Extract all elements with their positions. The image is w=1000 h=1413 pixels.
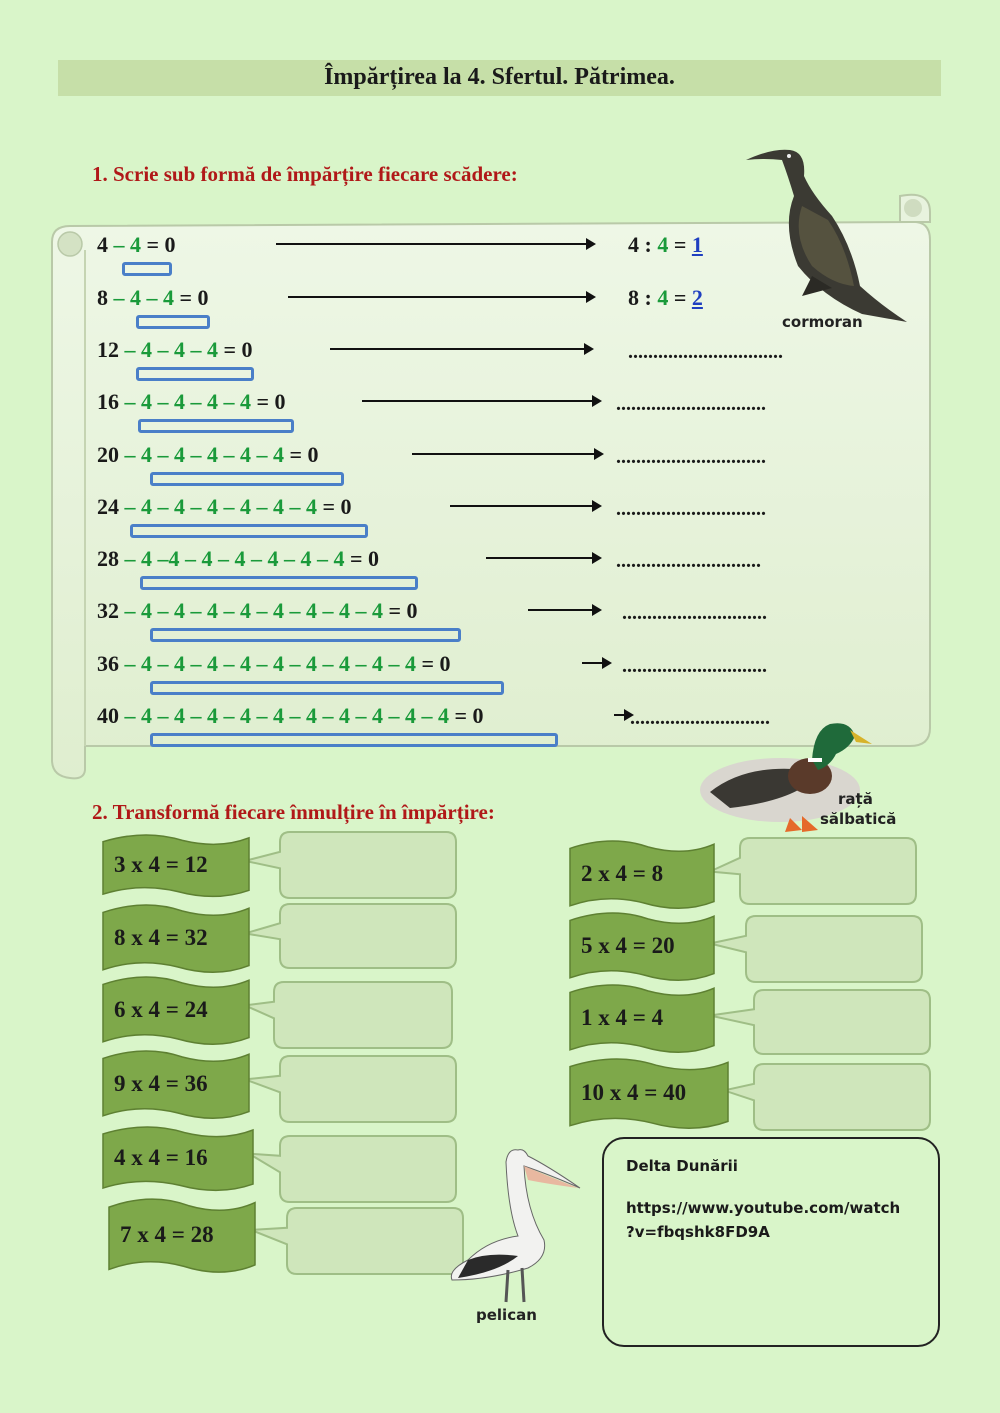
video-link-continued[interactable]: ?v=fbqshk8FD9A [626,1223,770,1241]
arrow [288,296,594,298]
page-title: Împărțirea la 4. Sfertul. Pătrimea. [58,60,941,96]
minuend: 8 [97,285,108,310]
answer-blank-3[interactable]: ............................... [628,341,783,363]
answer-bubble-left-1[interactable] [243,830,460,902]
group-bracket [140,576,418,590]
subtrahends: – 4 – 4 – 4 – 4 – 4 – 4 – 4 – 4 – 4 [119,651,416,676]
video-link[interactable]: https://www.youtube.com/watch [626,1199,901,1217]
result: = 0 [251,389,286,414]
subtrahends: – 4 – 4 – 4 – 4 – 4 – 4 [119,494,317,519]
answer-blank-9[interactable]: ............................. [622,655,767,677]
answer-bubble-left-2[interactable] [243,902,460,972]
answer-bubble-left-6[interactable] [249,1206,467,1278]
arrow [450,505,600,507]
subtraction-equation-1 [97,232,176,258]
group-bracket [130,524,368,538]
minuend: 28 [97,546,119,571]
minuend: 24 [97,494,119,519]
subtraction-equation-2 [97,285,209,311]
subtrahends: – 4 – 4 – 4 – 4 [119,389,251,414]
subtrahends: – 4 – 4 – 4 – 4 – 4 – 4 – 4 – 4 – 4 – 4 [119,703,449,728]
info-box-title: Delta Dunării [626,1157,738,1175]
result: = 0 [174,285,209,310]
subtraction-equation-8 [97,598,418,624]
result: = 0 [416,651,451,676]
subtrahends: – 4 – 4 – 4 – 4 – 4 – 4 – 4 – 4 [119,598,383,623]
answer-bubble-right-2[interactable] [708,914,926,986]
answer-blank-6[interactable]: .............................. [616,498,766,520]
cormorant-image [742,136,912,326]
arrow [276,243,594,245]
minuend: 36 [97,651,119,676]
multiplication-left-6: 7 x 4 = 28 [120,1222,214,1247]
group-bracket [136,367,254,381]
pelican-image [448,1140,588,1310]
minuend: 40 [97,703,119,728]
multiplication-left-3: 6 x 4 = 24 [114,997,208,1022]
exercise1-heading: 1. Scrie sub formă de împărțire fiecare scădere: [92,162,518,186]
subtraction-equation-4 [97,389,286,415]
divisor: 4 [657,232,669,257]
group-bracket [136,315,210,329]
result: = 0 [449,703,484,728]
group-bracket [122,262,172,276]
subtrahends: – 4 –4 – 4 – 4 – 4 – 4 – 4 [119,546,345,571]
duck-caption-line1: rață [838,790,873,808]
arrow [486,557,600,559]
quotient: 1 [691,232,703,257]
subtrahends: – 4 – 4 – 4 – 4 – 4 [119,442,284,467]
multiplication-left-5: 4 x 4 = 16 [114,1145,208,1170]
subtrahends: – 4 – 4 – 4 [119,337,218,362]
minuend: 20 [97,442,119,467]
result: = 0 [218,337,253,362]
arrow [362,400,600,402]
multiplication-left-2: 8 x 4 = 32 [114,925,208,950]
answer-blank-4[interactable]: .............................. [616,393,766,415]
exercise2-heading: 2. Transformă fiecare înmulțire în împărțire: [92,800,495,824]
arrow [528,609,600,611]
answer-bubble-left-4[interactable] [243,1054,460,1126]
group-bracket [150,472,344,486]
result: = 0 [383,598,418,623]
duck-caption-line2: sălbatică [820,810,897,828]
cormorant-caption: cormoran [782,313,863,331]
dividend: 4 : [628,232,658,257]
division-answer-2 [628,285,703,311]
minuend: 32 [97,598,119,623]
subtrahends: – 4 [108,232,141,257]
division-answer-1 [628,232,703,258]
result: = 0 [317,494,352,519]
arrow [582,662,610,664]
answer-blank-5[interactable]: .............................. [616,446,766,468]
answer-blank-8[interactable]: ............................. [622,602,767,624]
answer-blank-10[interactable]: ............................ [630,707,770,729]
arrow [412,453,602,455]
answer-bubble-left-3[interactable] [243,980,456,1052]
group-bracket [150,733,558,747]
minuend: 4 [97,232,108,257]
pelican-caption: pelican [476,1306,537,1324]
multiplication-right-2: 5 x 4 = 20 [581,933,675,958]
answer-bubble-right-4[interactable] [722,1062,934,1134]
subtraction-equation-5 [97,442,319,468]
subtraction-equation-3 [97,337,253,363]
arrow [330,348,592,350]
answer-bubble-right-3[interactable] [708,988,934,1058]
quotient: 2 [691,285,703,310]
minuend: 12 [97,337,119,362]
result: = 0 [141,232,176,257]
group-bracket [150,628,461,642]
subtraction-equation-6 [97,494,352,520]
multiplication-right-3: 1 x 4 = 4 [581,1005,664,1030]
answer-blank-7[interactable]: ............................. [616,550,761,572]
multiplication-left-1: 3 x 4 = 12 [114,852,208,877]
subtraction-equation-9 [97,651,451,677]
multiplication-right-4: 10 x 4 = 40 [581,1080,687,1105]
subtraction-equation-10 [97,703,484,729]
minuend: 16 [97,389,119,414]
subtraction-equation-7 [97,546,379,572]
divisor: 4 [657,285,669,310]
equals-sign: = [668,285,692,310]
subtrahends: – 4 – 4 [108,285,174,310]
equals-sign: = [668,232,692,257]
result: = 0 [284,442,319,467]
answer-bubble-left-5[interactable] [247,1134,460,1206]
multiplication-right-1: 2 x 4 = 8 [581,861,664,886]
group-bracket [150,681,504,695]
dividend: 8 : [628,285,658,310]
answer-bubble-right-1[interactable] [708,836,920,908]
group-bracket [138,419,294,433]
multiplication-left-4: 9 x 4 = 36 [114,1071,208,1096]
info-box [602,1137,940,1347]
result: = 0 [344,546,380,571]
